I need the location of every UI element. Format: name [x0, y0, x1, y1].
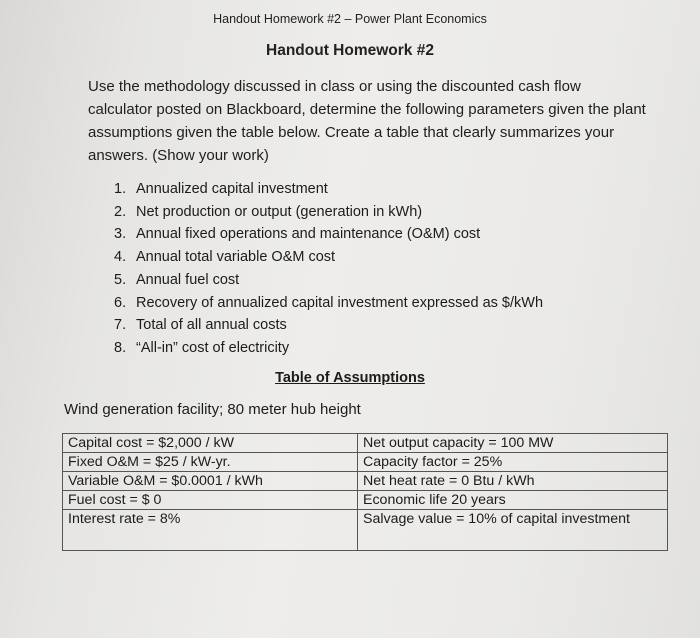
list-item	[114, 201, 634, 224]
list-item-number: 6.	[114, 294, 127, 311]
list-item-text: Annual total variable O&M cost	[136, 249, 336, 266]
list-item-text: Annualized capital investment	[136, 181, 328, 197]
table-row	[63, 453, 668, 472]
list-item-number: 1.	[114, 181, 127, 197]
list-item-number: 3.	[114, 226, 127, 243]
list-item-text: Recovery of annualized capital investment expressed as $/kWh	[136, 294, 544, 311]
list-item-text: Total of all annual costs	[136, 317, 287, 334]
task-list	[114, 178, 634, 360]
table-cell: Fuel cost = $ 0	[63, 491, 358, 510]
table-cell: Interest rate = 8%	[63, 510, 358, 551]
table-cell: Net heat rate = 0 Btu / kWh	[358, 472, 668, 491]
list-item-number: 4.	[114, 249, 127, 266]
table-cell: Fixed O&M = $25 / kW-yr.	[63, 453, 358, 472]
list-item-number: 7.	[114, 317, 127, 334]
list-item	[114, 292, 634, 315]
list-item	[114, 223, 634, 246]
table-cell: Net output capacity = 100 MW	[358, 434, 668, 453]
list-item	[114, 337, 634, 360]
list-item-number: 8.	[114, 339, 127, 356]
list-item-number: 2.	[114, 203, 127, 220]
list-item	[114, 246, 634, 269]
list-item-number: 5.	[114, 271, 127, 288]
list-item	[114, 178, 634, 201]
assumptions-table	[62, 433, 668, 551]
table-cell: Capacity factor = 25%	[358, 453, 668, 472]
table-cell: Economic life 20 years	[358, 491, 668, 510]
table-cell: Capital cost = $2,000 / kW	[63, 434, 358, 453]
table-row	[63, 510, 668, 551]
assumptions-title: Table of Assumptions	[275, 370, 425, 386]
list-item	[114, 314, 634, 337]
table-row	[63, 472, 668, 491]
list-item-text: “All-in” cost of electricity	[136, 339, 290, 356]
list-item-text: Annual fuel cost	[136, 271, 240, 288]
facility-description: Wind generation facility; 80 meter hub height	[64, 401, 361, 418]
page-header: Handout Homework #2 – Power Plant Economics	[213, 12, 487, 26]
page-title: Handout Homework #2	[266, 42, 434, 59]
table-cell: Variable O&M = $0.0001 / kWh	[63, 472, 358, 491]
table-row	[63, 491, 668, 510]
list-item	[114, 269, 634, 292]
table-row	[63, 434, 668, 453]
table-cell: Salvage value = 10% of capital investment	[358, 510, 668, 551]
list-item-text: Annual fixed operations and maintenance (O&M) cost	[136, 226, 481, 243]
intro-paragraph: Use the methodology discussed in class or using the discounted cash flow calculator posted on Blackboard, determine the following parameters given the plant assumptions given the table below. Create a table that clearly summarizes your answers. (Show your work)	[88, 78, 646, 164]
list-item-text: Net production or output (generation in kWh)	[136, 203, 423, 220]
